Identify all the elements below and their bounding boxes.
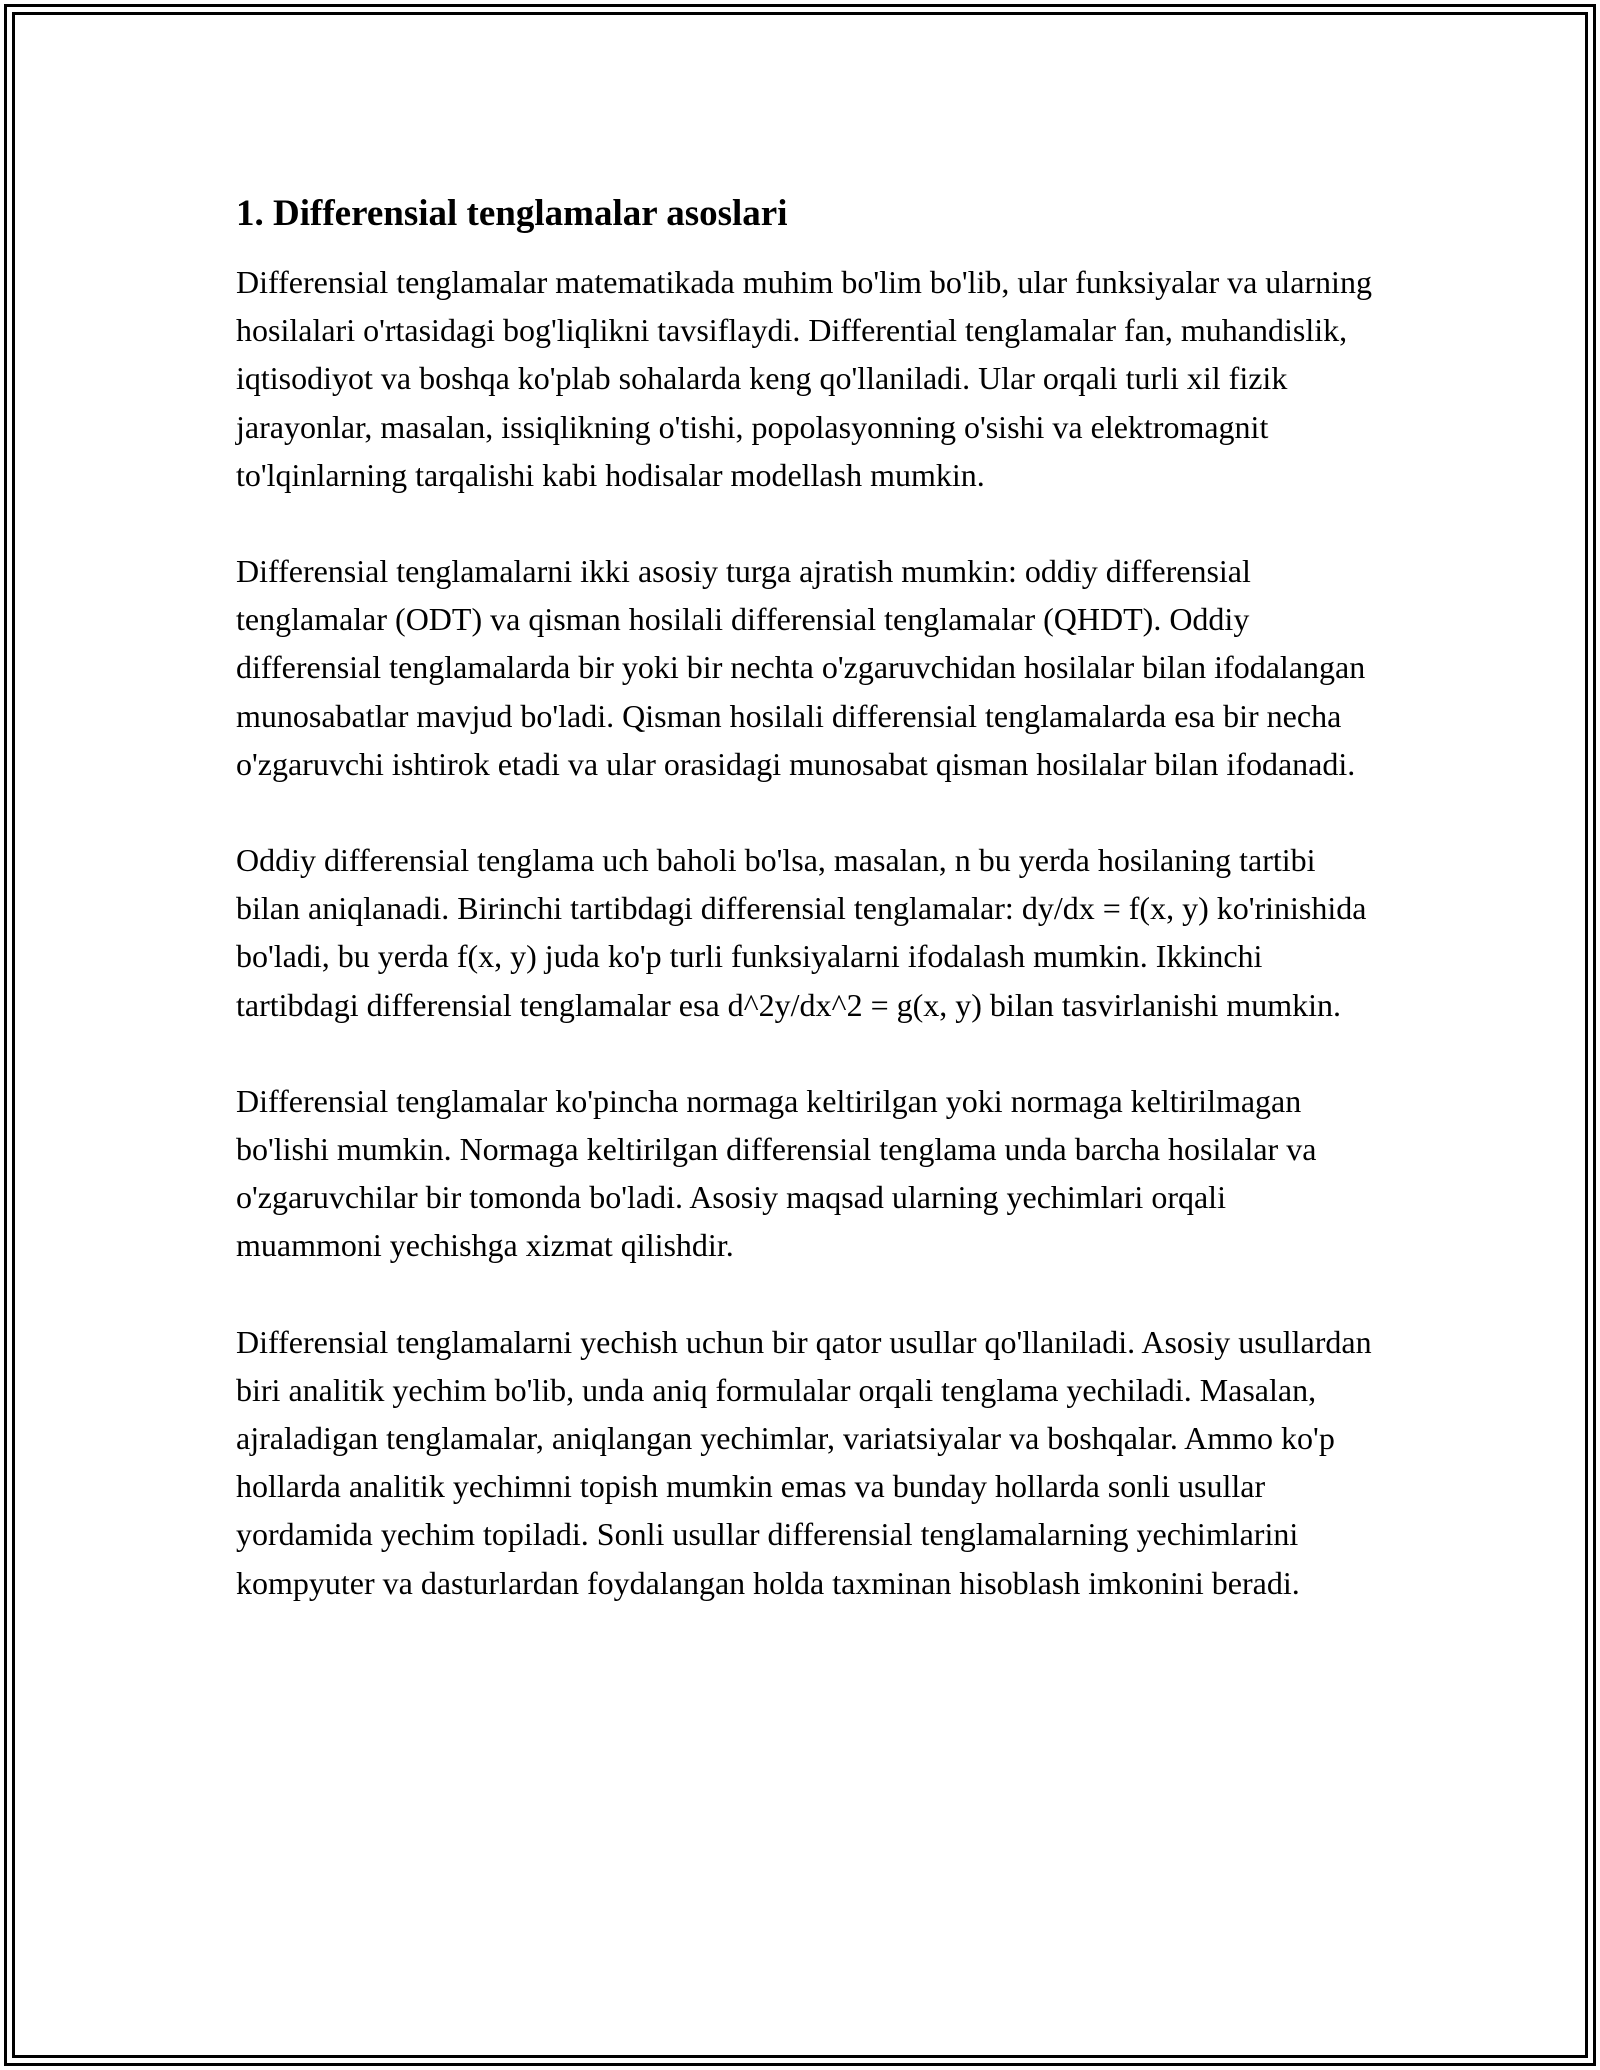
paragraph-1: Differensial tenglamalar matematikada muhim bo'lim bo'lib, ular funksiyalar va ularning hosilalari o'rtasidagi bog'liqlikni tavsiflaydi. Differential tenglamalar fan, muhandislik, iqtisodiyot va boshqa ko'plab sohalarda keng qo'llaniladi. Ular orqali turli xil fizik jarayonlar, masalan, issiqlikning o'tishi, popolasyonning o'sishi va elektromagnit to'lqinlarning tarqalishi kabi hodisalar modellash mumkin.	[236, 264, 1372, 493]
paragraph-4: Differensial tenglamalar ko'pincha normaga keltirilgan yoki normaga keltirilmagan bo'lishi mumkin. Normaga keltirilgan differensial tenglama unda barcha hosilalar va o'zgaruvchilar bir tomonda bo'ladi. Asosiy maqsad ularning yechimlari orqali muammoni yechishga xizmat qilishdir.	[236, 1082, 1317, 1264]
paragraph-5: Differensial tenglamalarni yechish uchun bir qator usullar qo'llaniladi. Asosiy usullardan biri analitik yechim bo'lib, unda aniq formulalar orqali tenglama yechiladi. Masalan, ajraladigan tenglamalar, aniqlangan yechimlar, variatsiyalar va boshqalar. Ammo ko'p hollarda analitik yechimni topish mumkin emas va bunday hollarda sonli usullar yordamida yechim topiladi. Sonli usullar differensial tenglamalarning yechimlarini kompyuter va dasturlardan foydalangan holda taxminan hisoblash imkonini beradi.	[236, 1323, 1372, 1601]
document-body	[236, 190, 1376, 1655]
paragraph-3: Oddiy differensial tenglama uch baholi bo'lsa, masalan, n bu yerda hosilaning tartibi bilan aniqlanadi. Birinchi tartibdagi differensial tenglamalar: dy/dx = f(x, y) ko'rinishida bo'ladi, bu yerda f(x, y) juda ko'p turli funksiyalarni ifodalash mumkin. Ikkinchi tartibdagi differensial tenglamalar esa d^2y/dx^2 = g(x, y) bilan tasvirlanishi mumkin.	[236, 842, 1367, 1023]
section-heading: 1. Differensial tenglamalar asoslari	[236, 193, 788, 234]
paragraph-2: Differensial tenglamalarni ikki asosiy turga ajratish mumkin: oddiy differensial tenglamalar (ODT) va qisman hosilali differensial tenglamalar (QHDT). Oddiy differensial tenglamalarda bir yoki bir nechta o'zgaruvchidan hosilalar bilan ifodalangan munosabatlar mavjud bo'ladi. Qisman hosilali differensial tenglamalarda esa bir necha o'zgaruvchi ishtirok etadi va ular orasidagi munosabat qisman hosilalar bilan ifodanadi.	[236, 553, 1366, 782]
